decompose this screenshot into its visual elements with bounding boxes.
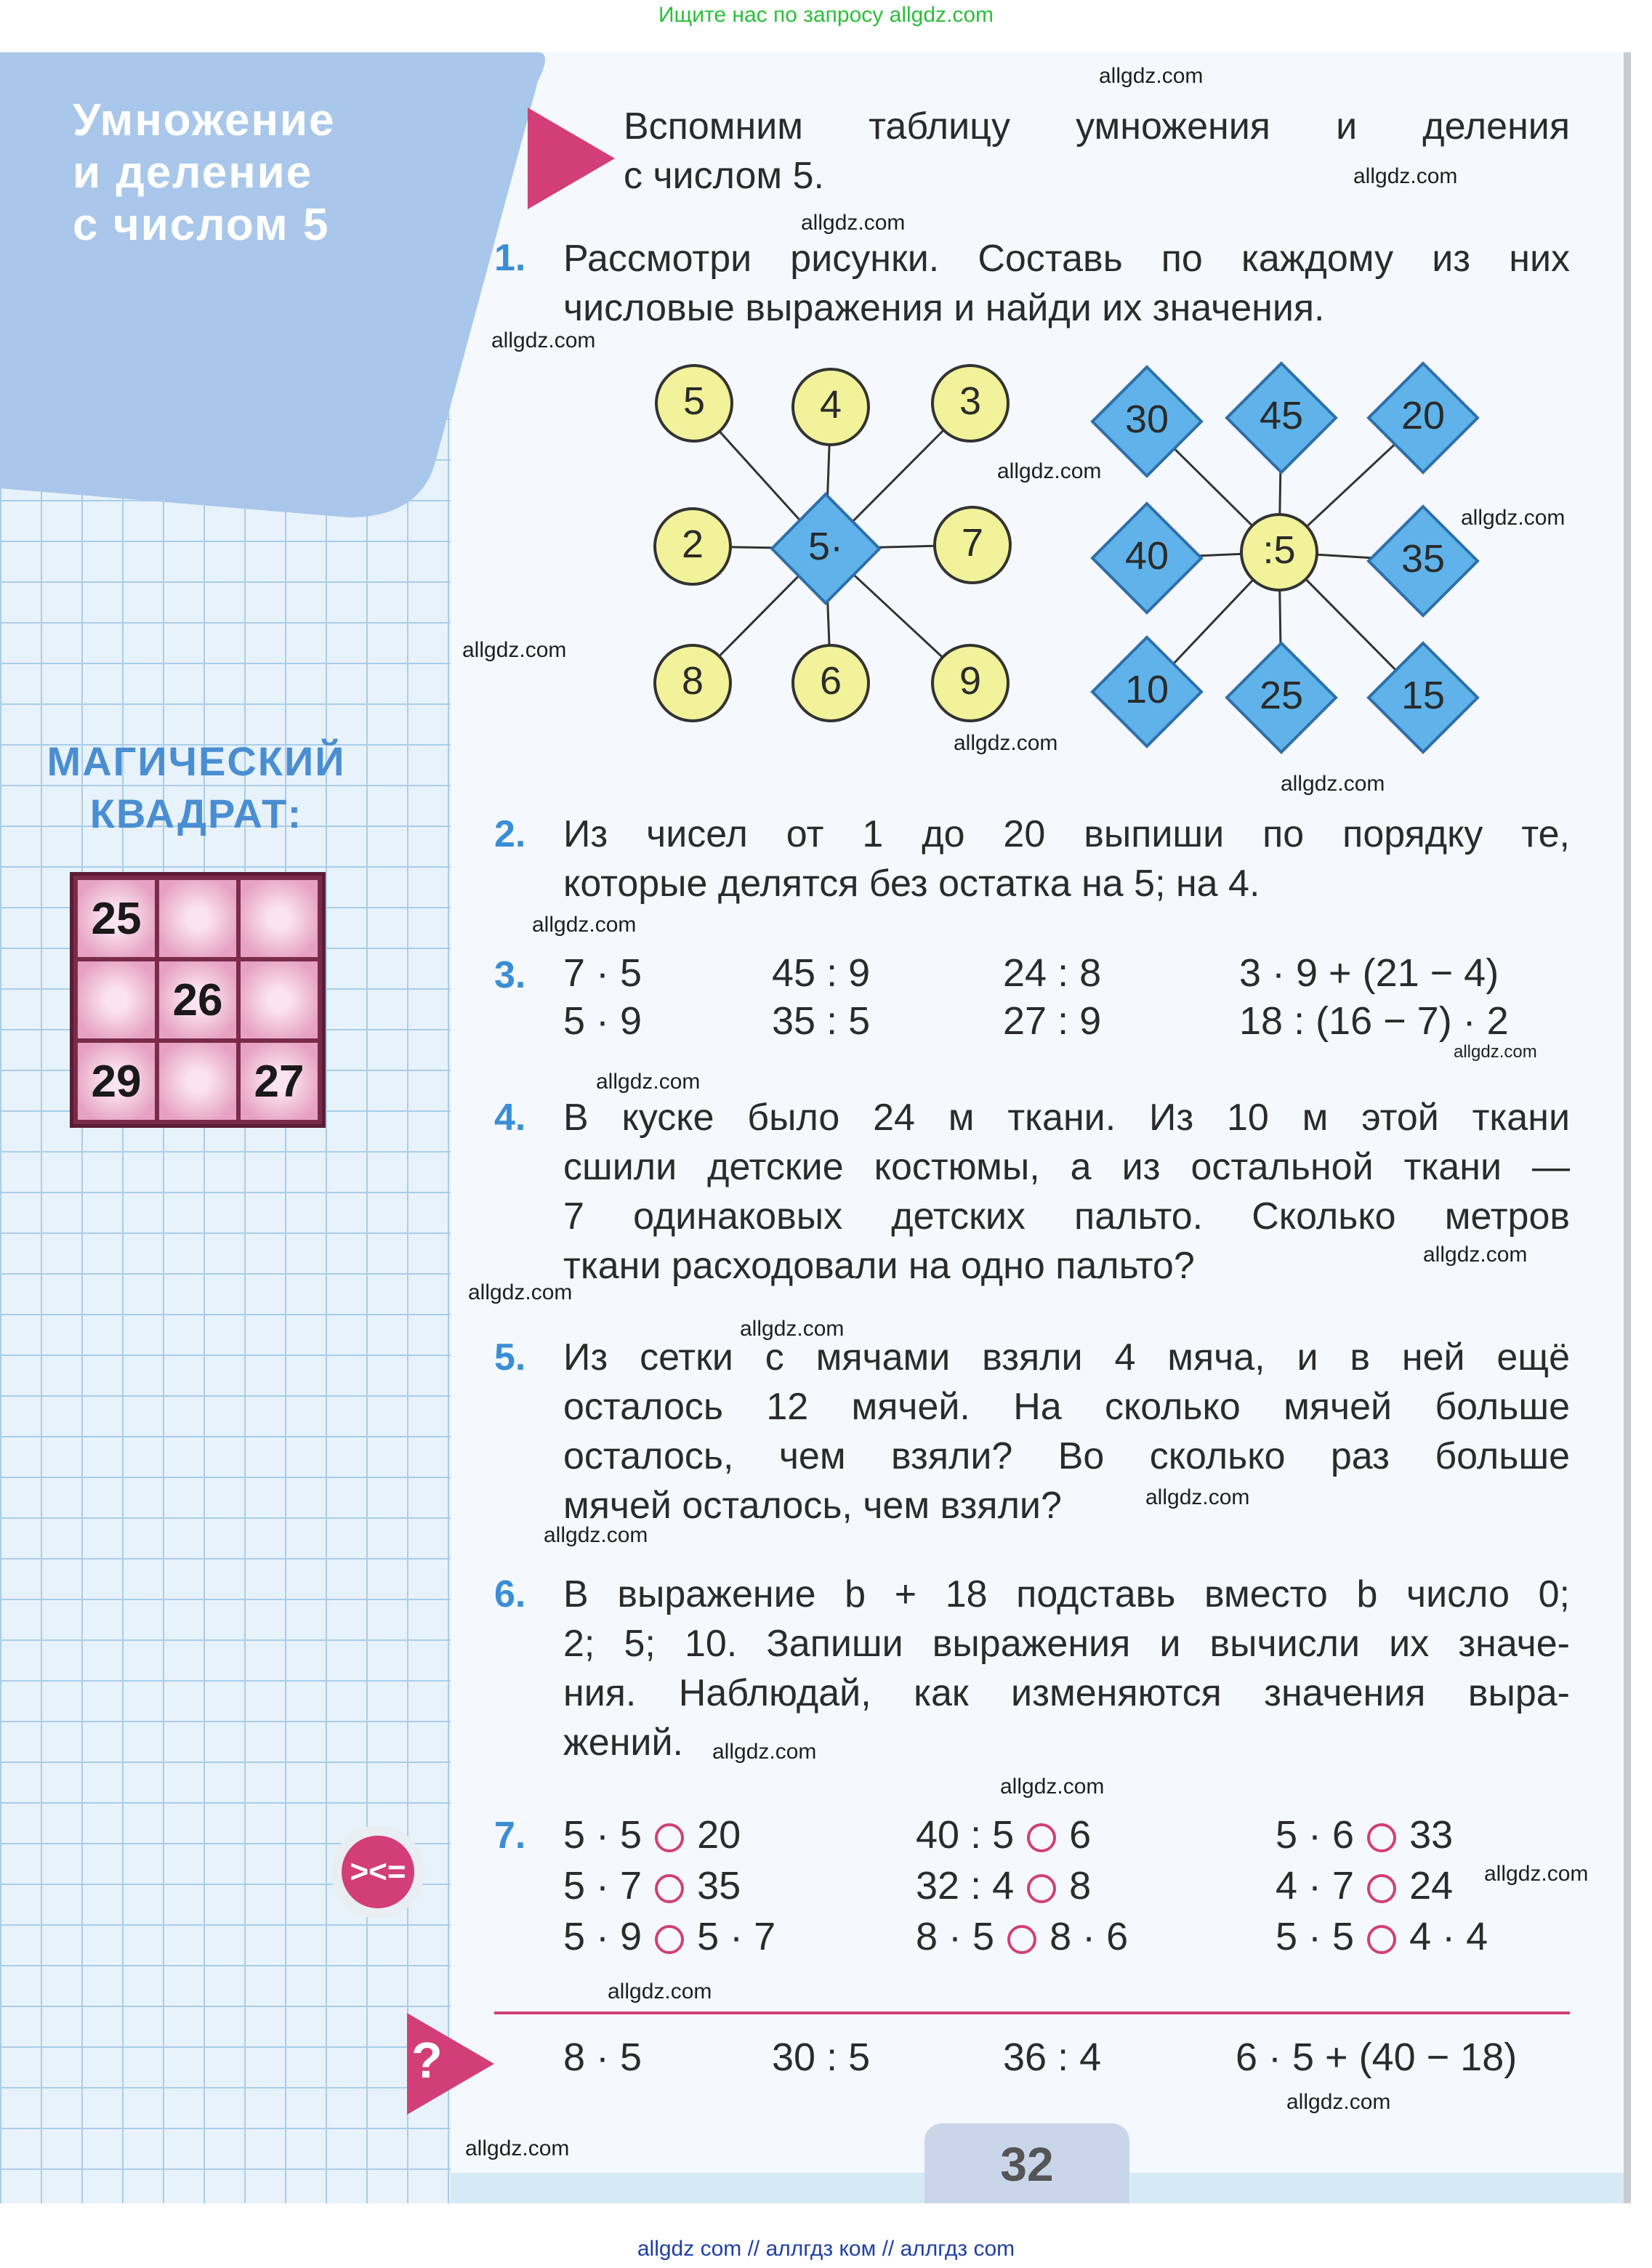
compare-icon [331, 1825, 424, 1918]
magic-title-line: МАГИЧЕСКИЙ [47, 738, 346, 784]
comparison-row [916, 1809, 1128, 1860]
comparison-row [916, 1911, 1128, 1962]
left-expr: 8 · 5 [916, 1915, 995, 1958]
circle-number: 6 [819, 659, 842, 703]
expression: 27 : 9 [1003, 999, 1102, 1043]
watermark: allgdz.com [1286, 2090, 1391, 2114]
diamond-number: 40 [1124, 534, 1169, 578]
left-expr: 32 : 4 [916, 1864, 1015, 1908]
watermark: allgdz.com [491, 328, 596, 352]
task3-col [1239, 949, 1509, 1045]
watermark: allgdz.com [462, 638, 567, 662]
watermark: allgdz.com [1484, 1862, 1589, 1886]
right-expr: 35 [697, 1864, 741, 1908]
task-number: 6. [494, 1573, 526, 1615]
magic-cell[interactable] [78, 961, 155, 1038]
right-expr: 8 [1069, 1864, 1092, 1908]
title-line: с числом 5 [73, 200, 330, 250]
watermark: allgdz.com [1145, 1485, 1250, 1509]
left-expr: 5 · 7 [563, 1864, 642, 1908]
magic-square-title [44, 735, 349, 840]
intro-line: Вспомним таблицу умножения и деления [624, 105, 1570, 148]
task-line: осталось, чем взяли? Во сколько раз больше [563, 1435, 1570, 1477]
task4-text [563, 1093, 1570, 1291]
question-mark: ? [411, 2032, 443, 2089]
title-line: Умножение [73, 95, 336, 145]
intro-triangle-icon [528, 108, 615, 209]
right-expr: 20 [697, 1813, 741, 1857]
divider [494, 2011, 1570, 2014]
task-line: жений. [563, 1722, 683, 1764]
circle-number: 7 [961, 521, 984, 565]
task2-text [563, 810, 1570, 908]
right-expr: 8 · 6 [1049, 1915, 1129, 1958]
task-line: Из чисел от 1 до 20 выпиши по порядку те, [563, 813, 1570, 855]
compare-circle[interactable] [1367, 1874, 1396, 1903]
task-number: 3. [494, 954, 526, 996]
left-expr: 5 · 6 [1276, 1813, 1355, 1857]
task-line: сшили детские костюмы, а из остальной ткани — [563, 1146, 1570, 1188]
watermark: allgdz.com [1353, 164, 1458, 188]
task-line: осталось 12 мячей. На сколько мячей больше [563, 1386, 1570, 1428]
task-line: которые делятся без остатка на 5; на 4. [563, 863, 1260, 905]
task-line: мячей осталось, чем взяли? [563, 1485, 1062, 1527]
compare-circle[interactable] [655, 1925, 684, 1954]
comparison-row [1276, 1809, 1488, 1860]
task-number: 2. [494, 813, 526, 855]
circle-number: 2 [681, 522, 704, 566]
compare-circle[interactable] [1007, 1925, 1036, 1954]
lesson-title [73, 94, 336, 251]
question-expression: 30 : 5 [772, 2035, 871, 2079]
task7-col [563, 1809, 775, 1962]
compare-circle[interactable] [1027, 1874, 1056, 1903]
left-expr: 5 · 5 [563, 1813, 642, 1857]
left-diagram [640, 349, 1076, 756]
magic-cell[interactable] [241, 961, 318, 1038]
watermark: allgdz.com [468, 1280, 573, 1304]
diamond-number: 45 [1259, 394, 1304, 437]
magic-cell[interactable] [159, 880, 236, 957]
right-expr: 24 [1409, 1864, 1454, 1908]
page-edge [1624, 52, 1631, 2203]
watermark: allgdz.com [544, 1523, 648, 1547]
magic-cell[interactable]: 27 [241, 1043, 318, 1120]
watermark: allgdz.com [608, 1980, 712, 2003]
task-number: 5. [494, 1336, 526, 1379]
magic-cell[interactable] [159, 1043, 236, 1120]
compare-circle[interactable] [655, 1874, 684, 1903]
left-expr: 40 : 5 [916, 1813, 1015, 1857]
task-line: 7 одинаковых детских пальто. Сколько метров [563, 1195, 1570, 1238]
comparison-row [563, 1860, 775, 1911]
task3-col [772, 949, 870, 1045]
question-expression: 36 : 4 [1003, 2035, 1102, 2079]
right-expr: 4 · 4 [1409, 1915, 1488, 1958]
circle-number: 9 [959, 659, 982, 703]
left-expr: 5 · 9 [563, 1915, 642, 1958]
question-expression: 8 · 5 [563, 2035, 642, 2079]
task-line: В куске было 24 м ткани. Из 10 м этой ткани [563, 1097, 1570, 1139]
diamond-number: 30 [1124, 397, 1169, 441]
task3-col [1003, 949, 1101, 1045]
task-line: ния. Наблюдай, как изменяются значения выра- [563, 1672, 1570, 1714]
title-line: и деление [73, 148, 313, 198]
task-number: 4. [494, 1097, 526, 1139]
watermark: allgdz.com [1454, 1042, 1537, 1062]
task7-col [1276, 1809, 1488, 1962]
diamond-number: 20 [1401, 394, 1446, 437]
diamond-operator: 5· [807, 525, 843, 568]
task6-text [563, 1570, 1570, 1767]
diamond-number: 10 [1124, 668, 1169, 711]
task-line: ткани расходовали на одно пальто? [563, 1245, 1195, 1287]
comparison-row [563, 1911, 775, 1962]
watermark: allgdz.com [997, 459, 1102, 483]
watermark: allgdz.com [532, 913, 637, 937]
right-expr: 5 · 7 [697, 1915, 776, 1958]
magic-cell[interactable] [241, 880, 318, 957]
left-expr: 4 · 7 [1276, 1864, 1355, 1908]
compare-circle[interactable] [1367, 1925, 1396, 1954]
bottom-watermark[interactable]: allgdz com // аллгдз ком // аллгдз com [637, 2237, 1015, 2261]
task5-text [563, 1333, 1570, 1530]
expression: 24 : 8 [1003, 951, 1102, 995]
magic-cell[interactable]: 29 [78, 1043, 155, 1120]
page-number: 32 [1000, 2137, 1054, 2191]
top-watermark[interactable]: Ищите нас по запросу allgdz.com [658, 3, 994, 27]
expression: 45 : 9 [772, 951, 871, 995]
watermark: allgdz.com [1000, 1775, 1105, 1799]
circle-number: 3 [959, 379, 982, 423]
right-expr: 33 [1409, 1813, 1454, 1857]
right-expr: 6 [1069, 1813, 1092, 1857]
comparison-row [1276, 1911, 1488, 1962]
watermark: allgdz.com [465, 2136, 570, 2160]
question-expression: 6 · 5 + (40 − 18) [1236, 2035, 1518, 2079]
diamond-number: 15 [1401, 674, 1446, 717]
right-diagram [1076, 349, 1512, 770]
task-line: числовые выражения и найди их значения. [563, 287, 1325, 329]
circle-operator: :5 [1262, 528, 1296, 572]
watermark: allgdz.com [954, 731, 1058, 755]
task-line: В выражение b + 18 подставь вместо b число 0; [563, 1573, 1570, 1615]
watermark: allgdz.com [801, 211, 906, 235]
magic-square [70, 872, 326, 1128]
watermark: allgdz.com [1099, 64, 1204, 88]
diamond-number: 35 [1401, 537, 1446, 581]
circle-number: 4 [819, 383, 842, 427]
compare-circle[interactable] [655, 1823, 684, 1852]
watermark: allgdz.com [712, 1740, 817, 1764]
task7-col [916, 1809, 1128, 1962]
comparison-row [1276, 1860, 1488, 1911]
task-number: 7. [494, 1815, 526, 1857]
task-line: 2; 5; 10. Запиши выражения и вычисли их значе- [563, 1623, 1570, 1665]
comparison-row [916, 1860, 1128, 1911]
magic-cell[interactable]: 25 [78, 880, 155, 957]
magic-cell[interactable]: 26 [159, 961, 236, 1038]
comparison-row [563, 1809, 775, 1860]
task1-text [563, 234, 1570, 333]
magic-title-line: КВАДРАТ: [89, 791, 303, 836]
watermark: allgdz.com [1423, 1243, 1528, 1267]
compare-circle[interactable] [1027, 1823, 1056, 1852]
diamond-number: 25 [1259, 674, 1304, 717]
task-number: 1. [494, 237, 526, 279]
task-line: Рассмотри рисунки. Составь по каждому из них [563, 238, 1570, 280]
expression: 3 · 9 + (21 − 4) [1239, 951, 1499, 995]
compare-symbol: ><= [342, 1836, 414, 1908]
watermark: allgdz.com [1461, 506, 1566, 530]
circle-number: 5 [682, 379, 706, 423]
left-expr: 5 · 5 [1276, 1915, 1355, 1958]
watermark: allgdz.com [596, 1070, 701, 1094]
expression: 7 · 5 [563, 951, 642, 995]
circle-number: 8 [681, 659, 704, 703]
expression: 18 : (16 − 7) · 2 [1239, 999, 1509, 1043]
task-line: Из сетки с мячами взяли 4 мяча, и в ней ещё [563, 1336, 1570, 1379]
compare-circle[interactable] [1367, 1823, 1396, 1852]
expression: 5 · 9 [563, 999, 642, 1043]
intro-line: с числом 5. [624, 155, 824, 197]
watermark: allgdz.com [740, 1317, 845, 1341]
task3-col [563, 949, 642, 1045]
expression: 35 : 5 [772, 999, 871, 1043]
watermark: allgdz.com [1281, 772, 1385, 796]
